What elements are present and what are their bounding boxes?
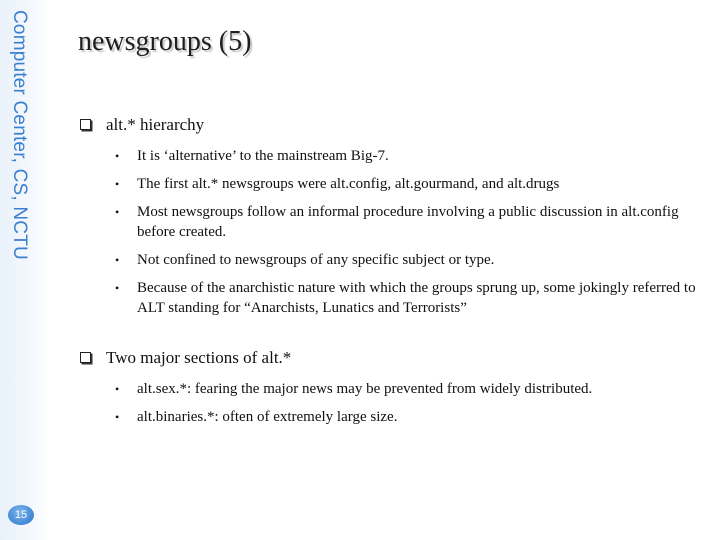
list-item [80,146,700,166]
checkbox-bullet-icon [80,352,91,363]
section-alt-hierarchy [80,112,700,318]
list-item [80,407,700,427]
list-item-text: It is ‘alternative’ to the mainstream Big-7. [137,148,389,164]
bullet-dot-icon: • [115,281,120,295]
list-item-text: alt.binaries.*: often of extremely large size. [137,409,398,425]
list-item [80,174,700,194]
bullet-dot-icon: • [115,253,120,267]
slide-content [80,112,700,435]
section-heading [80,345,700,371]
list-item-text: Most newsgroups follow an informal procedure involving a public discussion in alt.config before created. [137,204,679,240]
org-name-vertical: Computer Center, CS, NCTU [9,10,30,260]
checkbox-bullet-icon [80,119,91,130]
bullet-list [80,146,700,318]
section-heading-text: alt.* hierarchy [106,115,205,134]
bullet-list [80,379,700,427]
slide-number-badge: 15 [8,505,34,525]
bullet-dot-icon: • [115,382,120,396]
list-item [80,379,700,399]
bullet-dot-icon: • [115,410,120,424]
bullet-dot-icon: • [115,177,120,191]
section-two-major-sections [80,345,700,427]
bullet-dot-icon: • [115,149,120,163]
list-item [80,202,700,242]
section-heading-text: Two major sections of alt.* [106,348,292,367]
side-band [0,0,48,540]
list-item [80,250,700,270]
bullet-dot-icon: • [115,205,120,219]
list-item [80,278,700,318]
list-item-text: alt.sex.*: fearing the major news may be prevented from widely distributed. [137,381,593,397]
list-item-text: Because of the anarchistic nature with which the groups sprung up, some jokingly referred to ALT standing for “Anarchists, Lunatics and Terrorists” [137,280,696,316]
section-heading [80,112,700,138]
slide-title: newsgroups (5) [78,26,252,57]
list-item-text: The first alt.* newsgroups were alt.config, alt.gourmand, and alt.drugs [137,176,560,192]
list-item-text: Not confined to newsgroups of any specific subject or type. [137,252,495,268]
